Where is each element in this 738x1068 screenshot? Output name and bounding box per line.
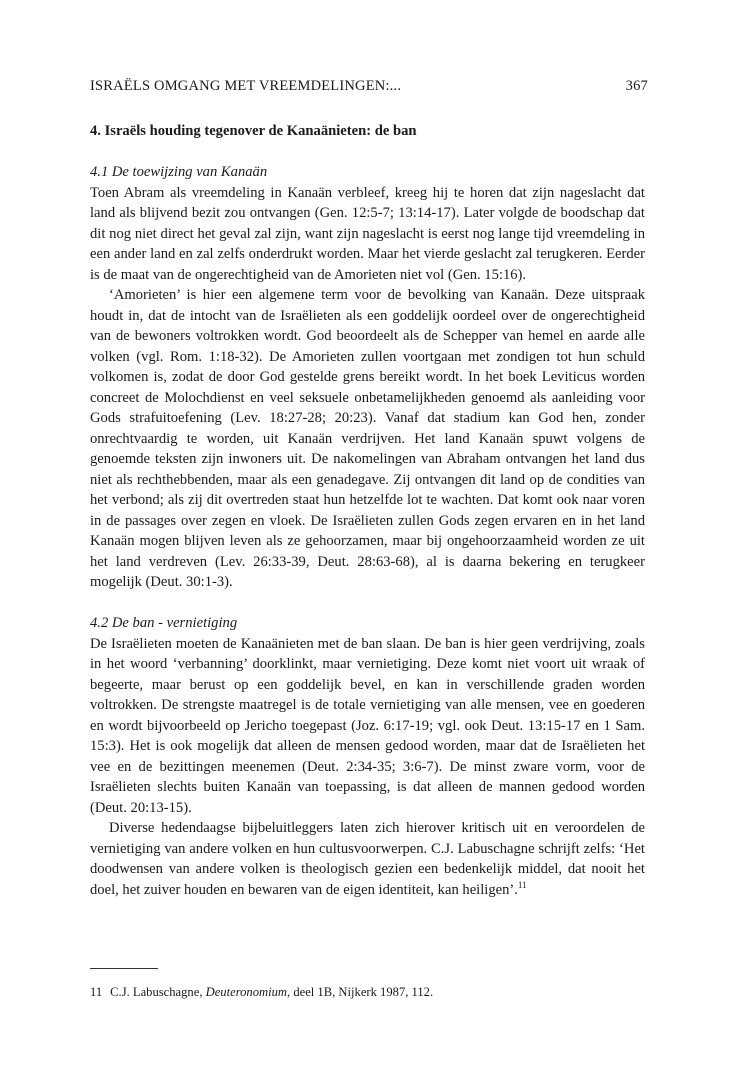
paragraph: Toen Abram als vreemdeling in Kanaän verbleef, kreeg hij te horen dat zijn nageslacht dat land als blijvend bezit zou ontvangen (Gen. 12:5-7; 13:14-17). Later volgde de boodschap dat dit nog niet direct het geval zal zijn, want zijn nageslacht is eerst nog lange tijd vreemdeling in een ander land en zal zelfs onderdrukt worden. Maar het vierde geslacht zal terugkeren. Eerder is de maat van de ongerechtigheid van de Amorieten niet vol (Gen. 15:16). xyxy=(90,184,645,283)
footnote-work-title: Deuteronomium xyxy=(205,985,288,999)
running-header xyxy=(90,78,648,95)
paragraph: ‘Amorieten’ is hier een algemene term voor de bevolking van Kanaän. Deze uitspraak houdt in, dat de intocht van de Israëlieten als een goddelijk oordeel over de ongerechtigheid van de bewoners voltrokken wordt. God beoordeelt als de Schepper van hemel en aarde alle volken (vgl. Rom. 1:18-32). De Amorieten zullen voortgaan met zondigen tot hun schuld volkomen is, zodat de door God gestelde grens bereikt wordt. In het boek Leviticus worden concreet de Molochdienst en veel seksuele onbetamelijkheden genoemd als aanleiding voor Gods strafuitoefening (Lev. 18:27-28; 20:23). Vanaf dat stadium kan God hen, zonder onrechtvaardig te worden, uit Kanaän verdrijven. Het land Kanaän spuwt volgens de genoemde teksten zijn inwoners uit. De nakomelingen van Abraham ontvangen het land dus niet als rechthebbenden, maar als een genadegave. Zij ontvangen dit land op de condities van het verbond; als zij dit overtreden staat hun hetzelfde lot te wachten. Dat komt ook naar voren in de passages over zegen en vloek. De Israëlieten zullen Gods zegen ervaren en in het land Kanaän mogen blijven leven als ze gehoorzamen, maar bij ongehoorzaamheid worden ze uit het land verdreven (Lev. 26:33-39, Deut. 28:63-68), al is daarna bekering en terugkeer mogelijk (Deut. 30:1-3). xyxy=(90,287,645,590)
footnote-author: C.J. Labuschagne, xyxy=(110,985,206,999)
subsection-heading-4-2: 4.2 De ban - vernietiging xyxy=(90,615,238,631)
footnote-details: , deel 1B, Nijkerk 1987, 112. xyxy=(287,985,434,999)
body-text xyxy=(90,121,645,900)
section-heading: 4. Israëls houding tegenover de Kanaänieten: de ban xyxy=(90,123,417,139)
footnote-reference[interactable]: 11 xyxy=(517,879,527,890)
paragraph-text: Diverse hedendaagse bijbeluitleggers laten zich hierover kritisch uit en veroordelen de vernietiging van andere volken en hun cultusvoorwerpen. C.J. Labuschagne schrijft zelfs: ‘Het doodwensen van andere volken is theologisch gezien een bedenkelijk middel, dat nooit het doel, het zuiver houden en bewaren van de eigen identiteit, kan heiligen’. xyxy=(90,820,645,898)
paragraph: De Israëlieten moeten de Kanaänieten met de ban slaan. De ban is hier geen verdrijving, zoals in het woord ‘verbanning’ doorklinkt, maar vernietiging. Deze komt niet voort uit wraak of begeerte, maar berust op een goddelijk bevel, en kan in verschillende graden worden voltrokken. De strengste maatregel is de totale vernietiging van alle mensen, vee en goederen en wordt bijvoorbeeld op Jericho toegepast (Joz. 6:17-19; vgl. ook Deut. 13:15-17 en 1 Sam. 15:3). Het is ook mogelijk dat alleen de mensen gedood worden, maar dat de Israëlieten het vee en de bezittingen meenemen (Deut. 2:34-35; 3:6-7). De minst zware vorm, voor de Israëlieten slechts buiten Kanaän van toepassing, is dat alleen de mannen gedood worden (Deut. 20:13-15). xyxy=(90,635,645,816)
subsection-heading-4-1: 4.1 De toewijzing van Kanaän xyxy=(90,164,268,180)
footnote xyxy=(90,984,645,1000)
footnote-number: 11 xyxy=(90,985,103,999)
paragraph-gap xyxy=(90,593,645,614)
running-title: ISRAËLS OMGANG MET VREEMDELINGEN:... xyxy=(90,78,402,94)
page-number: 367 xyxy=(625,78,648,94)
paragraph-with-footnote xyxy=(90,818,645,900)
footnote-divider xyxy=(90,968,158,969)
